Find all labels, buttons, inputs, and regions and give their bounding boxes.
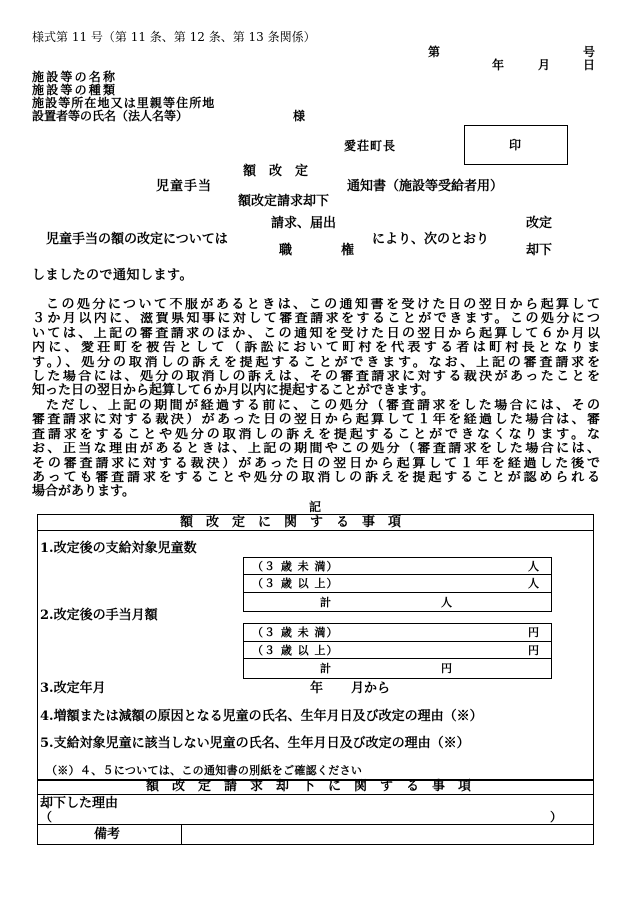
child-under3-label: （３ 歳 未 満） bbox=[252, 560, 339, 573]
body-line: この処分について不服があるときは、この通知書を受けた日の翌日から起算して bbox=[46, 298, 600, 311]
item5-label: 5.支給対象児童に該当しない児童の氏名、生年月日及び改定の理由（※） bbox=[40, 736, 470, 751]
facility-type-label: 施設等の種類 bbox=[32, 83, 118, 97]
item3-label: 3.改定年月 bbox=[40, 681, 106, 696]
section1-title: 額 改 定 に 関 す る 事 項 bbox=[180, 515, 402, 530]
date-day: 日 bbox=[583, 58, 596, 72]
unit-yen: 円 bbox=[528, 644, 539, 657]
facility-address-label: 施設等所在地又は里親等住所地 bbox=[32, 96, 216, 110]
body-line: 知った日の翌日から起算して６か月以内に提起することができます。 bbox=[32, 383, 434, 398]
body-line: ただし、上記の期間が経過する前に、この処分（審査請求をした場合には、その bbox=[46, 399, 600, 412]
unit-yen: 円 bbox=[528, 626, 539, 639]
title-option-amend: 額 改 定 bbox=[243, 164, 309, 179]
title-left: 児童手当 bbox=[156, 179, 213, 194]
section2-title: 額 改 定 請 求 却 下 に 関 す る 事 項 bbox=[146, 779, 472, 794]
reason-paren-open: （ bbox=[40, 810, 53, 824]
title-option-reject: 額改定請求却下 bbox=[238, 194, 330, 209]
honorific: 様 bbox=[293, 109, 306, 123]
item2-label: 2.改定後の手当月額 bbox=[40, 608, 158, 623]
unit-yen: 円 bbox=[441, 662, 452, 675]
intro-closing: しましたので通知します。 bbox=[32, 268, 193, 283]
reason-official-a: 職 bbox=[279, 243, 293, 258]
reason-official-b: 権 bbox=[341, 243, 355, 258]
founder-name-label: 設置者等の氏名（法人名等） bbox=[32, 109, 189, 123]
unit-person: 人 bbox=[528, 577, 539, 590]
form-id: 様式第 11 号（第 11 条、第 12 条、第 13 条関係） bbox=[32, 30, 316, 44]
number-suffix: 号 bbox=[583, 45, 596, 59]
intro-middle: により、次のとおり bbox=[372, 232, 490, 247]
date-year: 年 bbox=[492, 58, 505, 72]
number-prefix: 第 bbox=[428, 45, 441, 59]
body-line: その審査請求に対する裁決）があった日の翌日から起算して１年を経過した後で bbox=[32, 457, 600, 470]
child-over3-label: （３ 歳 以 上） bbox=[252, 577, 339, 590]
issuer-name: 愛荘町長 bbox=[344, 139, 397, 153]
remarks-label: 備考 bbox=[94, 827, 121, 842]
intro-lead: 児童手当の額の改定については bbox=[46, 232, 228, 247]
item1-label: 1.改定後の支給対象児童数 bbox=[40, 541, 197, 556]
title-right: 通知書（施設等受給者用） bbox=[347, 179, 504, 194]
facility-name-label: 施設等の名称 bbox=[32, 70, 118, 84]
body-line: あっても審査請求をすることや処分の取消しの訴えを提起することが認められる bbox=[32, 471, 600, 484]
body-line: 場合があります。 bbox=[32, 484, 135, 499]
body-line: お、正当な理由があるときは、上記の期間やこの処分（審査請求をした場合には、 bbox=[32, 442, 600, 455]
reject-reason-label: 却下した理由 bbox=[40, 796, 119, 811]
body-line: 審査請求に対する裁決）があった日の翌日から起算して１年を経過した場合は、審 bbox=[32, 413, 600, 426]
child-over3-label: （３ 歳 以 上） bbox=[252, 644, 339, 657]
action-reject: 却下 bbox=[526, 243, 553, 258]
total-label: 計 bbox=[320, 596, 331, 609]
reason-claim: 請求、届出 bbox=[271, 216, 337, 231]
note-text: （※）４、５については、この通知書の別紙をご確認ください bbox=[46, 764, 363, 777]
total-label: 計 bbox=[320, 662, 331, 675]
child-under3-label: （３ 歳 未 満） bbox=[252, 626, 339, 639]
unit-person: 人 bbox=[441, 596, 452, 609]
body-line: ３か月以内に、滋賀県知事に対して審査請求をすることができます。この処分につ bbox=[32, 312, 600, 325]
body-line: 内に、愛荘町を被告として（訴訟において町村を代表する者は町村長となりま bbox=[32, 341, 600, 354]
seal-label: 印 bbox=[509, 138, 522, 152]
body-line: 査請求をすることや処分の取消しの訴えを提起することができなくなります。な bbox=[32, 428, 600, 441]
unit-person: 人 bbox=[528, 560, 539, 573]
ki-label: 記 bbox=[309, 500, 322, 514]
body-line: す。）、処分の取消しの訴えを提起することができます。なお、上記の審査請求を bbox=[32, 356, 600, 369]
item4-label: 4.増額または減額の原因となる児童の氏名、生年月日及び改定の理由（※） bbox=[40, 709, 483, 724]
action-amend: 改定 bbox=[526, 216, 553, 231]
date-month: 月 bbox=[538, 58, 551, 72]
body-line: いては、上記の審査請求のほか、この通知を受けた日の翌日から起算して６か月以 bbox=[32, 327, 600, 340]
amend-year-label: 年 bbox=[310, 681, 324, 696]
amend-month-from-label: 月から bbox=[351, 681, 391, 696]
body-line: した場合には、処分の取消しの訴えは、その審査請求に対する裁決があったことを bbox=[32, 370, 600, 383]
reason-paren-close: ） bbox=[550, 810, 563, 824]
